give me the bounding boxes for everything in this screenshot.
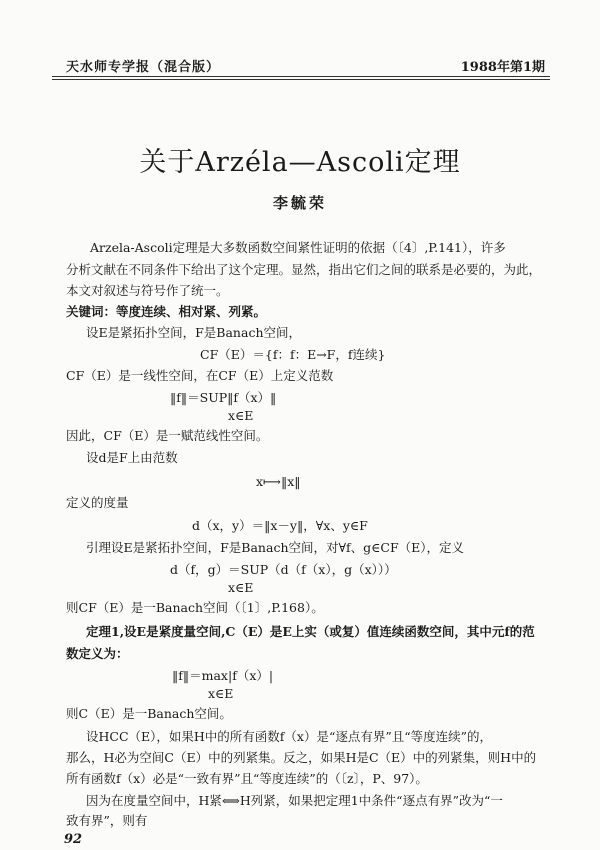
body-line: 设E是紧拓扑空间，F是Banach空间， [86, 325, 301, 340]
formula-norm-map: x⟼‖x‖ [256, 474, 301, 489]
author-name: 李毓荣 [272, 194, 327, 212]
formula-dist: d（f，g）＝SUP（d（f（x），g（x））） [170, 562, 397, 577]
theorem-1-line-1: 定理1,设E是紧度量空间,C（E）是E上实（或复）值连续函数空间，其中元f的范 [86, 624, 535, 639]
formula-subscript: x∈E [228, 580, 254, 595]
abstract-line-1: Arzela-Ascoli定理是大多数函数空间紧性证明的依据（〔4〕,P.141），许多 [90, 240, 506, 255]
body-line: 设HCC（E），如果H中的所有函数f（x）是“逐点有界”且“等度连续”的， [86, 729, 493, 744]
formula-norm: ‖f‖＝SUP‖f（x）‖ [170, 390, 277, 405]
header-rule-top [52, 76, 550, 77]
body-line: 因为在度量空间中，H紧⟺H列紧，如果把定理1中条件“逐点有界”改为“一 [86, 793, 503, 808]
formula-metric: d（x，y）＝‖x－y‖，∀x、y∈F [192, 518, 368, 533]
body-line: 则C（E）是一Banach空间。 [66, 706, 232, 721]
issue-info: 1988年第1期 [460, 60, 545, 75]
body-line: 因此，CF（E）是一赋范线性空间。 [66, 428, 269, 443]
body-line: 所有函数f（x）必是“一致有界”且“等度连续”的（〔z〕，P、97）。 [66, 771, 428, 786]
body-line: 设d是F上由范数 [86, 450, 178, 465]
body-line: 则CF（E）是一Banach空间（〔1〕,P.168）。 [66, 600, 324, 615]
body-line: 定义的度量 [66, 495, 129, 510]
header-rule-bottom [52, 79, 550, 80]
formula-subscript: x∈E [208, 686, 234, 701]
body-line: 那么，H必为空间C（E）中的列紧集。反之，如果H是C（E）中的列紧集，则H中的 [66, 750, 537, 765]
body-line: CF（E）是一线性空间，在CF（E）上定义范数 [66, 368, 334, 383]
theorem-1-line-2: 数定义为： [66, 646, 129, 661]
keywords: 关键词：等度连续、相对紧、列紧。 [66, 304, 267, 319]
formula-max: ‖f‖＝max|f（x）| [172, 668, 274, 683]
abstract-line-3: 本文对叙述与符号作了统一。 [66, 283, 229, 298]
abstract-line-2: 分析文献在不同条件下给出了这个定理。显然，指出它们之间的联系是必要的，为此， [66, 262, 542, 277]
paper-title: 关于Arzéla—Ascoli定理 [139, 147, 461, 178]
lemma-line: 引理设E是紧拓扑空间，F是Banach空间，对∀f、g∈CF（E），定义 [86, 540, 465, 555]
formula-subscript: x∈E [228, 408, 254, 423]
body-line: 致有界”，则有 [66, 813, 148, 828]
journal-name: 天水师专学报（混合版） [66, 60, 221, 75]
page-number: 92 [64, 832, 83, 847]
formula-cf: CF（E）＝{f：f：E→F，f连续} [200, 347, 386, 362]
